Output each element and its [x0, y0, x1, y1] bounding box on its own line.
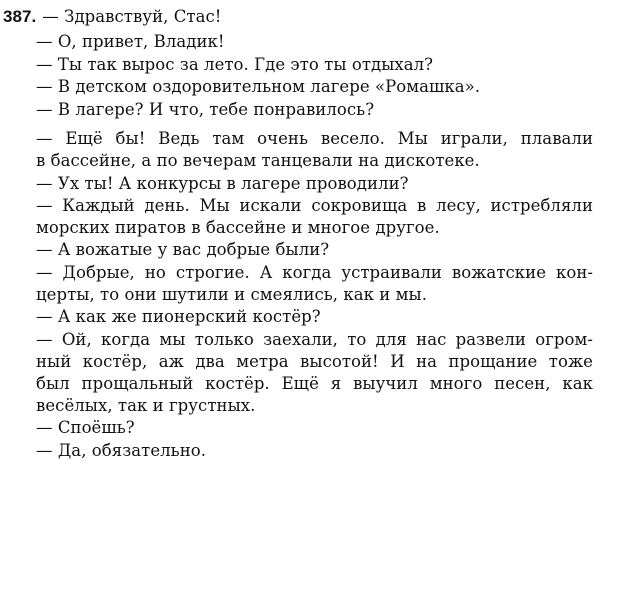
dialogue-line: — В детском оздоровительном лагере «Ромашка». — [36, 77, 481, 96]
dialogue-line: весёлых, так и грустных. — [36, 396, 256, 415]
dialogue-line: был прощальный костёр. Ещё я выучил много песен, как — [36, 374, 593, 393]
dialogue-line: — Каждый день. Мы искали сокровища в лесу, истребляли — [36, 196, 593, 215]
dialogue-line: — Ты так вырос за лето. Где это ты отдыхал? — [36, 55, 434, 74]
dialogue-line: — А как же пионерский костёр? — [36, 307, 321, 326]
dialogue-line: — А вожатые у вас добрые были? — [36, 240, 330, 259]
dialogue-line: — Ух ты! А конкурсы в лагере проводили? — [36, 174, 409, 193]
dialogue-line: — О, привет, Владик! — [36, 32, 225, 51]
dialogue-line: церты, то они шутили и смеялись, как и мы. — [36, 285, 428, 304]
dialogue-line: — В лагере? И что, тебе понравилось? — [36, 100, 375, 119]
dialogue-line: — Споёшь? — [36, 418, 135, 437]
dialogue-line: — Ой, когда мы только заехали, то для нас развели огром- — [36, 330, 593, 349]
dialogue-line — [3, 7, 221, 27]
dialogue-text: — Здравствуй, Стас! — [42, 7, 222, 26]
dialogue-line: — Добрые, но строгие. А когда устраивали вожатские кон- — [36, 263, 593, 282]
dialogue-line: морских пиратов в бассейне и многое другое. — [36, 218, 440, 237]
dialogue-line: в бассейне, а по вечерам танцевали на дискотеке. — [36, 151, 480, 170]
dialogue-line: — Ещё бы! Ведь там очень весело. Мы играли, плавали — [36, 129, 593, 148]
dialogue-line: ный костёр, аж два метра высотой! И на прощание тоже — [36, 352, 593, 371]
dialogue-line: — Да, обязательно. — [36, 441, 207, 460]
exercise-number: 387. — [3, 7, 37, 26]
